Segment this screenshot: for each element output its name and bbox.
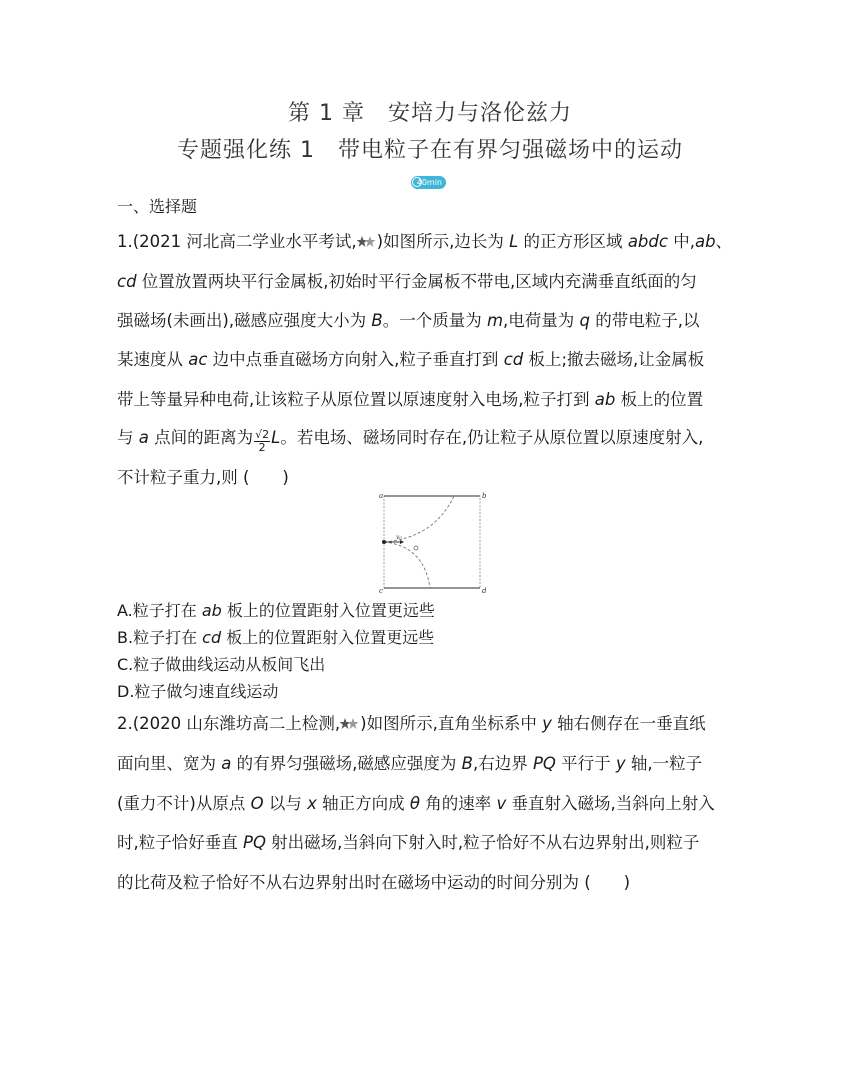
- q1-option-c: C.粒子做曲线运动从板间飞出: [117, 655, 326, 674]
- difficulty-star-icon: [340, 717, 360, 731]
- corner-label-c: c: [379, 587, 383, 595]
- clock-icon: [412, 177, 422, 187]
- q1-line-3: 强磁场(未画出),磁感应强度大小为 B。一个质量为 m,电荷量为 q 的带电粒子,以: [117, 311, 700, 330]
- q2-line-3: (重力不计)从原点 O 以与 x 轴正方向成 θ 角的速率 v 垂直射入磁场,当斜向上射入: [117, 794, 715, 813]
- q1-line-6: 与 a 点间的距离为 $\frac{√2}{2}$ L。若电场、磁场同时存在,仍让粒子从原位置以原速度射入,: [117, 428, 704, 454]
- topic-title: 专题强化练 1 带电粒子在有界匀强磁场中的运动: [177, 138, 683, 163]
- time-badge: 40min: [411, 176, 446, 189]
- corner-label-b: b: [482, 492, 487, 500]
- q2-line-2: 面向里、宽为 a 的有界匀强磁场,磁感应强度为 B,右边界 PQ 平行于 y 轴,一粒子: [117, 754, 703, 773]
- q1-line-5: 带上等量异种电荷,让该粒子从原位置以原速度射入电场,粒子打到 ab 板上的位置: [117, 390, 704, 409]
- corner-label-a: a: [379, 492, 384, 500]
- section-title: 一、选择题: [117, 197, 198, 216]
- q2-line-1: 2.(2020 山东潍坊高二上检测, )如图所示,直角坐标系中 y 轴右侧存在一垂直纸: [117, 714, 706, 733]
- q1-line-4: 某速度从 ac 边中点垂直磁场方向射入,粒子垂直打到 cd 板上;撤去磁场,让金属板: [117, 350, 705, 369]
- q1-option-d: D.粒子做匀速直线运动: [117, 682, 279, 701]
- chapter-title: 第 1 章 安培力与洛伦兹力: [288, 101, 572, 126]
- q2-line-4: 时,粒子恰好垂直 PQ 射出磁场,当斜向下射入时,粒子恰好不从右边界射出,则粒子: [117, 833, 700, 852]
- q1-line-2: cd 位置放置两块平行金属板,初始时平行金属板不带电,区域内充满垂直纸面的匀: [117, 272, 697, 291]
- q1-line-1: 1.(2021 河北高二学业水平考试, )如图所示,边长为 L 的正方形区域 abdc 中,ab、: [117, 232, 733, 251]
- corner-label-d: d: [482, 587, 487, 595]
- velocity-label: v₀: [396, 534, 402, 541]
- fraction: $\frac{√2}{2}$: [255, 428, 270, 454]
- q2-line-5: 的比荷及粒子恰好不从右边界射出时在磁场中运动的时间分别为 ( ): [117, 873, 631, 892]
- q1-option-a: A.粒子打在 ab 板上的位置距射入位置更远些: [117, 601, 435, 620]
- q1-line-7: 不计粒子重力,则 ( ): [117, 468, 289, 487]
- q1-option-b: B.粒子打在 cd 板上的位置距射入位置更远些: [117, 628, 435, 647]
- square-field-figure: [374, 490, 490, 596]
- difficulty-star-icon: [357, 235, 377, 249]
